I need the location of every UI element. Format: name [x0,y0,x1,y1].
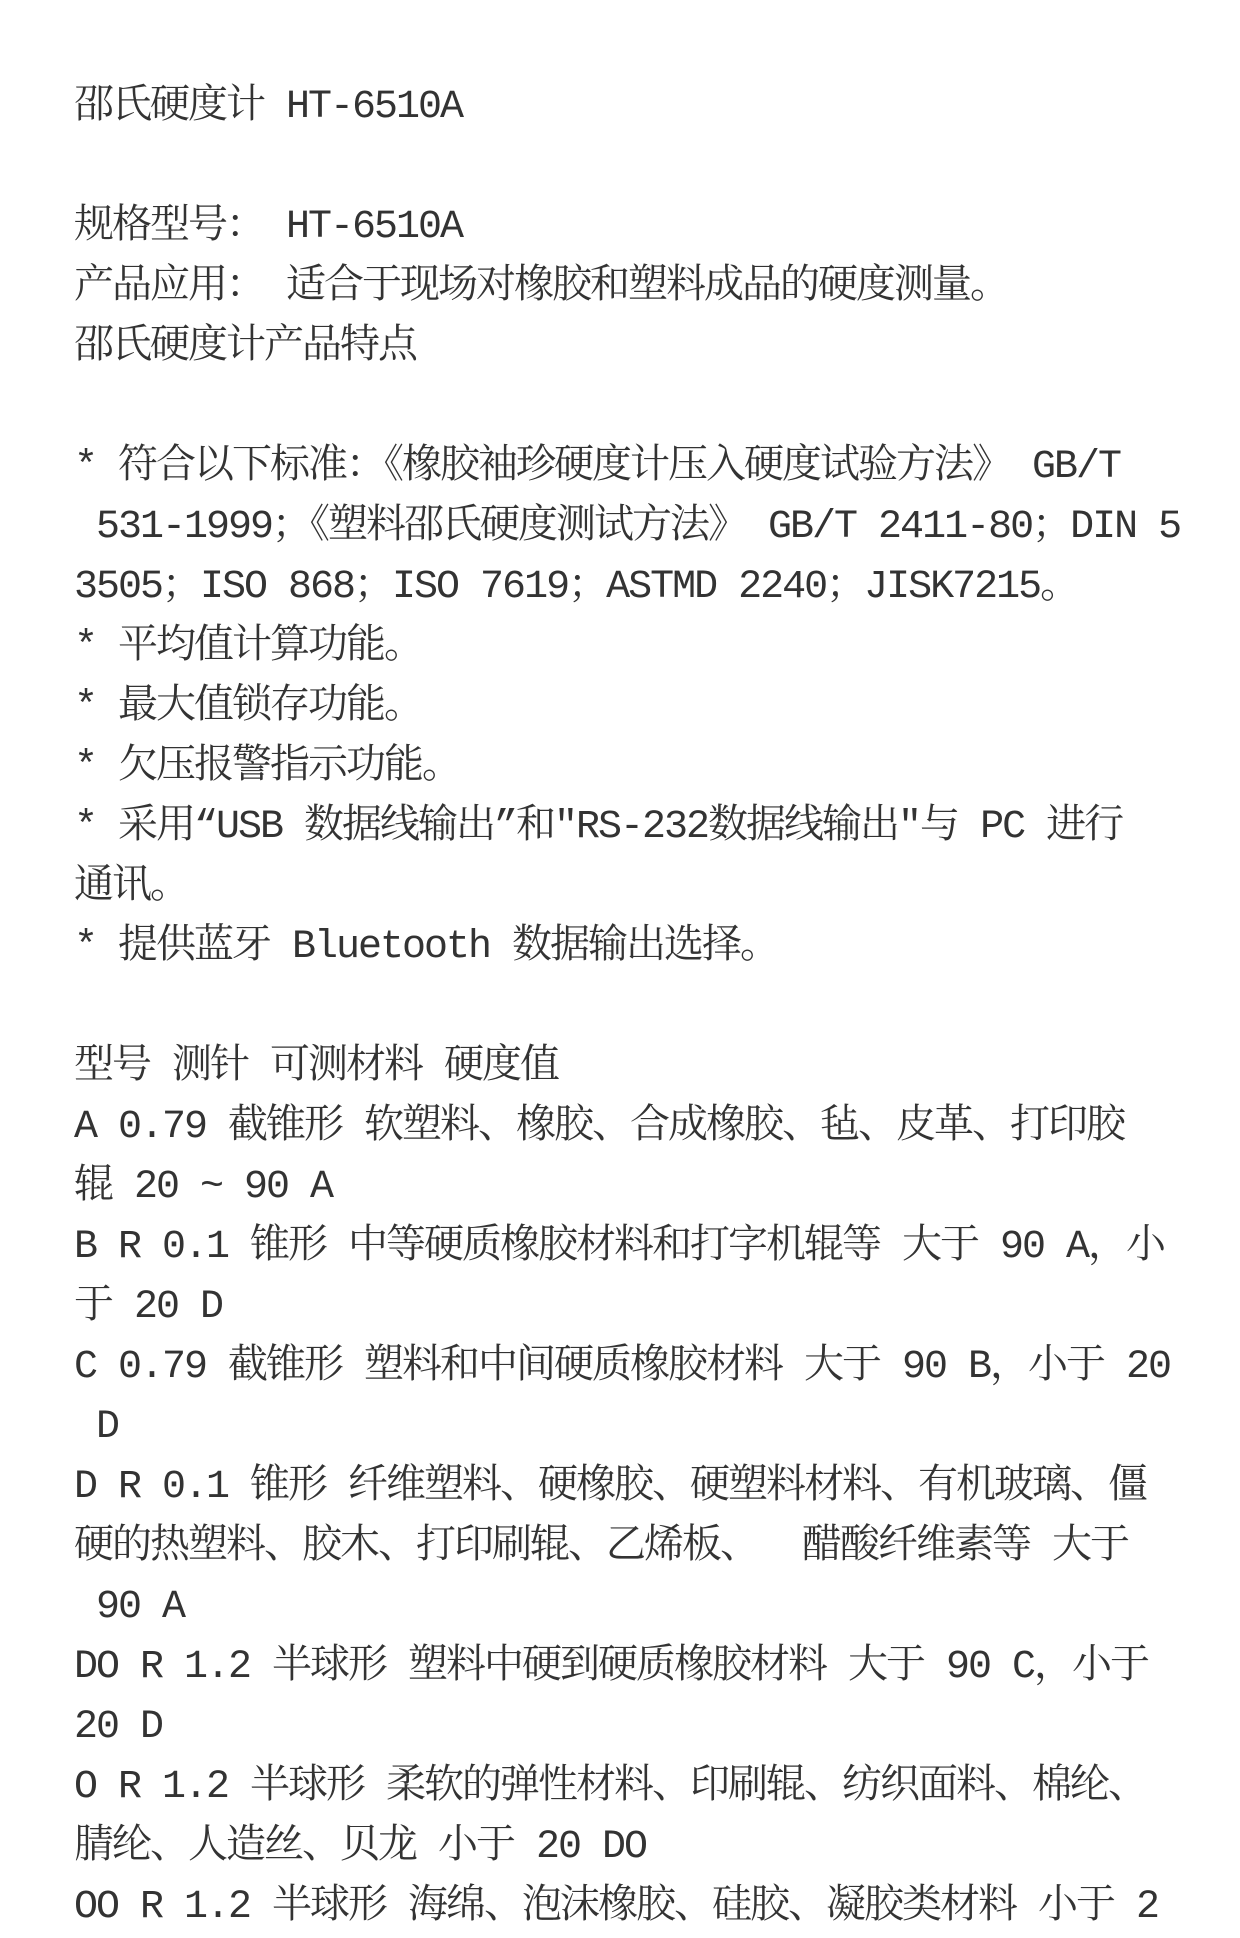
table-row-line: A 0.79 截锥形 软塑料、橡胶、合成橡胶、毡、皮革、打印胶 [74,1105,1125,1150]
table-row-line: DO R 1.2 半球形 塑料中硬到硬质橡胶材料 大于 90 C，小于 [74,1645,1149,1690]
feature-line: * 符合以下标准：《橡胶袖珍硬度计压入硬度试验方法》 GB/T [74,445,1121,490]
feature-line: 531-1999；《塑料邵氏硬度测试方法》 GB/T 2411-80；DIN 5 [74,505,1181,550]
feature-line: * 平均值计算功能。 [74,625,423,670]
blank-line [74,378,1240,438]
table-row-line: O R 1.2 半球形 柔软的弹性材料、印刷辊、纺织面料、棉纶、 [74,1765,1147,1810]
feature-line: 3505；ISO 868；ISO 7619；ASTMD 2240；JISK7215。 [74,565,1079,610]
feature-line: * 采用“USB 数据线输出”和"RS-232数据线输出"与 PC 进行 [74,805,1123,850]
feature-line: 通讯。 [74,865,188,910]
table-row-line: 20 D [74,1705,163,1750]
table-row-line: C 0.79 截锥形 塑料和中间硬质橡胶材料 大于 90 B，小于 20 [74,1345,1171,1390]
model-line: 规格型号： HT-6510A [74,205,463,250]
feature-line: * 欠压报警指示功能。 [74,745,461,790]
blank-line [74,978,1240,1038]
table-row-line: B R 0.1 锥形 中等硬质橡胶材料和打字机辊等 大于 90 A，小 [74,1225,1165,1270]
feature-line: * 提供蓝牙 Bluetooth 数据输出选择。 [74,925,779,970]
table-row-line: D [74,1405,119,1450]
table-row-line: OO R 1.2 半球形 海绵、泡沫橡胶、硅胶、凝胶类材料 小于 2 [74,1885,1159,1930]
table-row-line: 腈纶、人造丝、贝龙 小于 20 DO [74,1825,647,1870]
features-heading: 邵氏硬度计产品特点 [74,325,416,370]
table-row-line: D R 0.1 锥形 纤维塑料、硬橡胶、硬塑料材料、有机玻璃、僵 [74,1465,1147,1510]
table-row-line: 辊 20 ~ 90 A [74,1165,333,1210]
application-line: 产品应用： 适合于现场对橡胶和塑料成品的硬度测量。 [74,265,1009,310]
spec-table [74,1038,1240,1938]
features-list [74,438,1240,978]
table-header: 型号 测针 可测材料 硬度值 [74,1045,559,1090]
table-row-line: 于 20 D [74,1285,223,1330]
table-row-line: 90 A [74,1585,185,1630]
blank-line [74,138,1240,198]
feature-line: * 最大值锁存功能。 [74,685,423,730]
table-row-line: 硬的热塑料、胶木、打印刷辊、乙烯板、 醋酸纤维素等 大于 [74,1525,1129,1570]
product-title: 邵氏硬度计 HT-6510A [74,85,463,130]
